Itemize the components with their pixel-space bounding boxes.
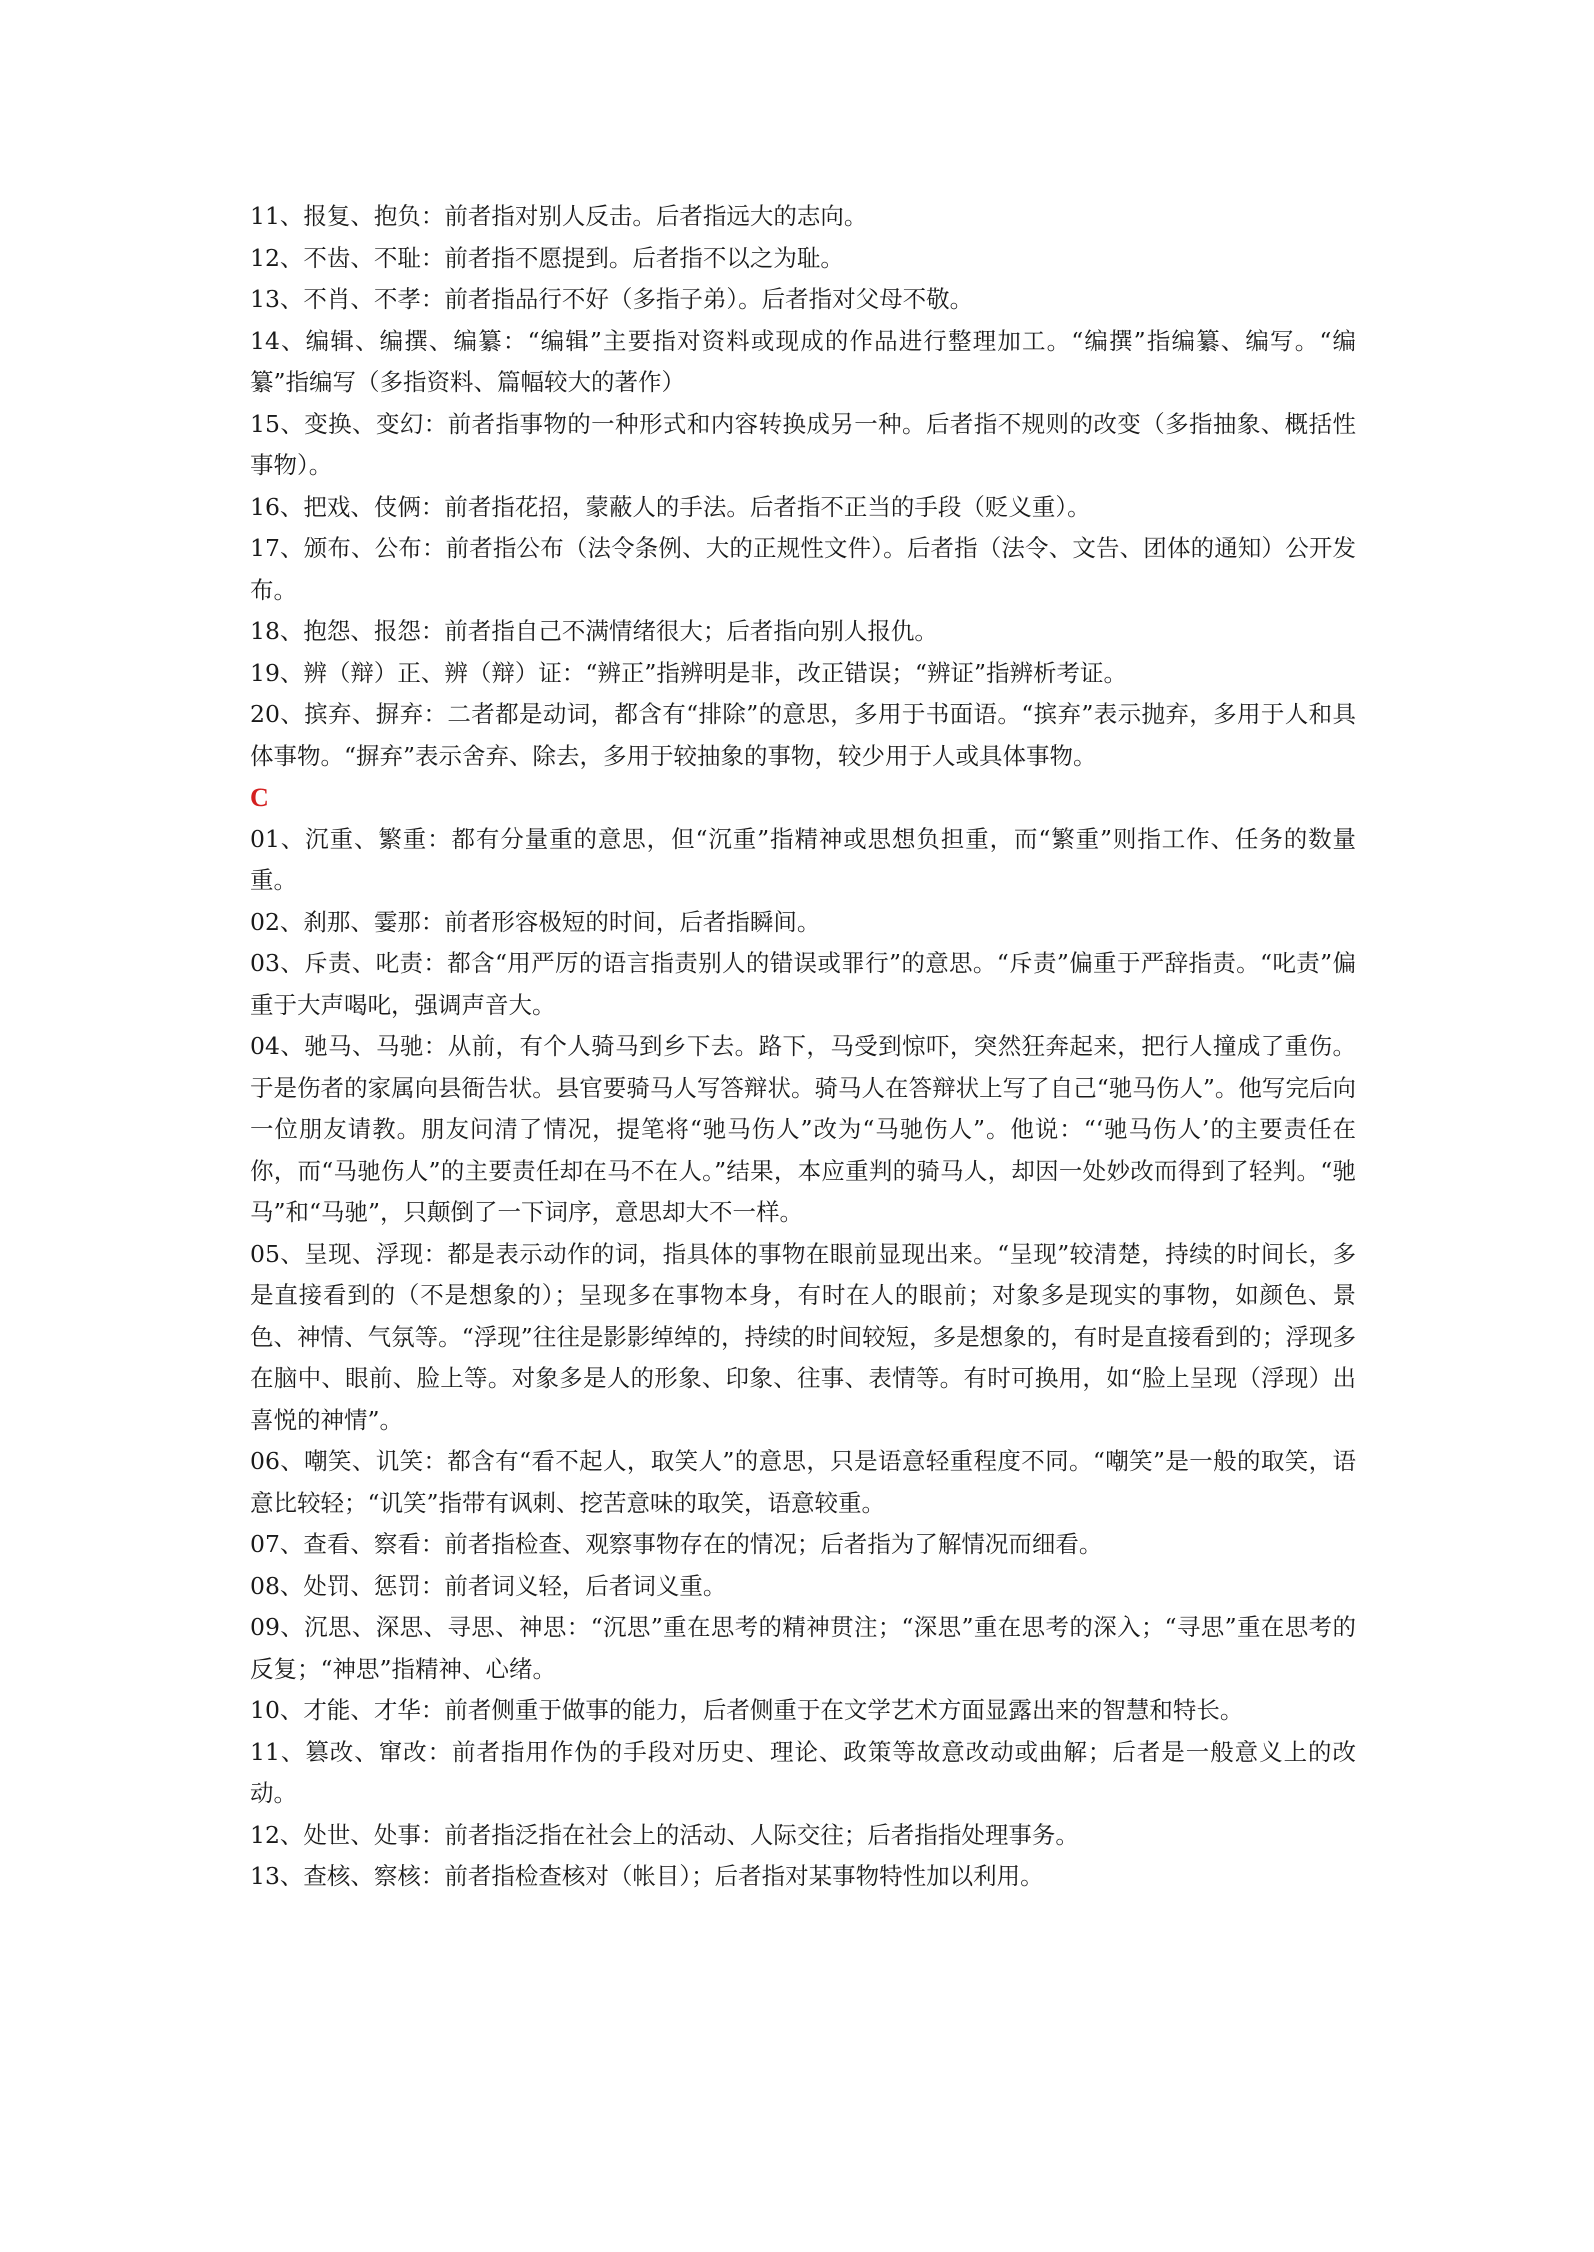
entry-c-05: 05、呈现、浮现：都是表示动作的词，指具体的事物在眼前显现出来。“呈现”较清楚，持续的时间长，多是直接看到的（不是想象的）；呈现多在事物本身，有时在人的眼前；对象多是现实的事物，如颜色、景色、神情、气氛等。“浮现”往往是影影绰绰的，持续的时间较短，多是想象的，有时是直接看到的；浮现多在脑中、眼前、脸上等。对象多是人的形象、印象、往事、表情等。有时可换用，如“脸上呈现（浮现）出喜悦的神情”。: [250, 1239, 1356, 1434]
entry-c-03: 03、斥责、叱责：都含“用严厉的语言指责别人的错误或罪行”的意思。“斥责”偏重于严辞指责。“叱责”偏重于大声喝叱，强调声音大。: [250, 949, 1356, 1019]
entry-c-12: 12、处世、处事：前者指泛指在社会上的活动、人际交往；后者指指处理事务。: [250, 1820, 1079, 1849]
entry-b-17: 17、颁布、公布：前者指公布（法令条例、大的正规性文件）。后者指（法令、文告、团体的通知）公开发布。: [250, 534, 1356, 604]
entry-b-18: 18、抱怨、报怨：前者指自己不满情绪很大；后者指向别人报仇。: [250, 617, 938, 645]
entry-c-08: 08、处罚、惩罚：前者词义轻，后者词义重。: [250, 1571, 727, 1600]
entry-b-11: 11、报复、抱负：前者指对别人反击。后者指远大的志向。: [250, 202, 868, 230]
entry-c-13: 13、查核、察核：前者指检查核对（帐目）；后者指对某事物特性加以利用。: [250, 1862, 1044, 1890]
entry-b-14: 14、编辑、编撰、编纂：“编辑”主要指对资料或现成的作品进行整理加工。“编撰”指编纂、编写。“编纂”指编写（多指资料、篇幅较大的著作）: [250, 326, 1356, 396]
entry-c-09: 09、沉思、深思、寻思、神思：“沉思”重在思考的精神贯注；“深思”重在思考的深入；“寻思”重在思考的反复；“神思”指精神、心绪。: [250, 1613, 1356, 1683]
entry-b-19: 19、辨（辩）正、辨（辩）证：“辨正”指辨明是非，改正错误；“辨证”指辨析考证。: [250, 658, 1127, 687]
entry-c-02: 02、刹那、霎那：前者形容极短的时间，后者指瞬间。: [250, 907, 821, 936]
entry-c-01: 01、沉重、繁重：都有分量重的意思，但“沉重”指精神或思想负担重，而“繁重”则指工作、任务的数量重。: [250, 824, 1356, 894]
entry-b-15: 15、变换、变幻：前者指事物的一种形式和内容转换成另一种。后者指不规则的改变（多指抽象、概括性事物）。: [250, 409, 1356, 479]
entry-b-20: 20、摈弃、摒弃：二者都是动词，都含有“排除”的意思，多用于书面语。“摈弃”表示抛弃，多用于人和具体事物。“摒弃”表示舍弃、除去，多用于较抽象的事物，较少用于人或具体事物。: [250, 700, 1356, 770]
section-letter-c: C: [250, 783, 269, 812]
entry-c-06: 06、嘲笑、讥笑：都含有“看不起人，取笑人”的意思，只是语意轻重程度不同。“嘲笑”是一般的取笑，语意比较轻；“讥笑”指带有讽刺、挖苦意味的取笑，语意较重。: [250, 1447, 1356, 1517]
entry-b-12: 12、不齿、不耻：前者指不愿提到。后者指不以之为耻。: [250, 243, 844, 272]
document-page: [250, 196, 1356, 1898]
entry-b-13: 13、不肖、不孝：前者指品行不好（多指子弟）。后者指对父母不敬。: [250, 285, 974, 313]
entry-c-04: 04、驰马、马驰：从前，有个人骑马到乡下去。路下，马受到惊吓，突然狂奔起来，把行人撞成了重伤。于是伤者的家属向县衙告状。县官要骑马人写答辩状。骑马人在答辩状上写了自己“驰马伤人”。他写完后向一位朋友请教。朋友问清了情况，提笔将“驰马伤人”改为“马驰伤人”。他说：“‘驰马伤人’的主要责任在你，而“马驰伤人”的主要责任却在马不在人。”结果，本应重判的骑马人，却因一处妙改而得到了轻判。“驰马”和“马驰”，只颠倒了一下词序，意思却大不一样。: [250, 1032, 1356, 1226]
entry-c-10: 10、才能、才华：前者侧重于做事的能力，后者侧重于在文学艺术方面显露出来的智慧和特长。: [250, 1696, 1244, 1724]
entry-c-07: 07、查看、察看：前者指检查、观察事物存在的情况；后者指为了解情况而细看。: [250, 1530, 1103, 1558]
entry-c-11: 11、篡改、窜改：前者指用作伪的手段对历史、理论、政策等故意改动或曲解；后者是一般意义上的改动。: [250, 1737, 1356, 1807]
entry-b-16: 16、把戏、伎俩：前者指花招，蒙蔽人的手法。后者指不正当的手段（贬义重）。: [250, 492, 1091, 521]
